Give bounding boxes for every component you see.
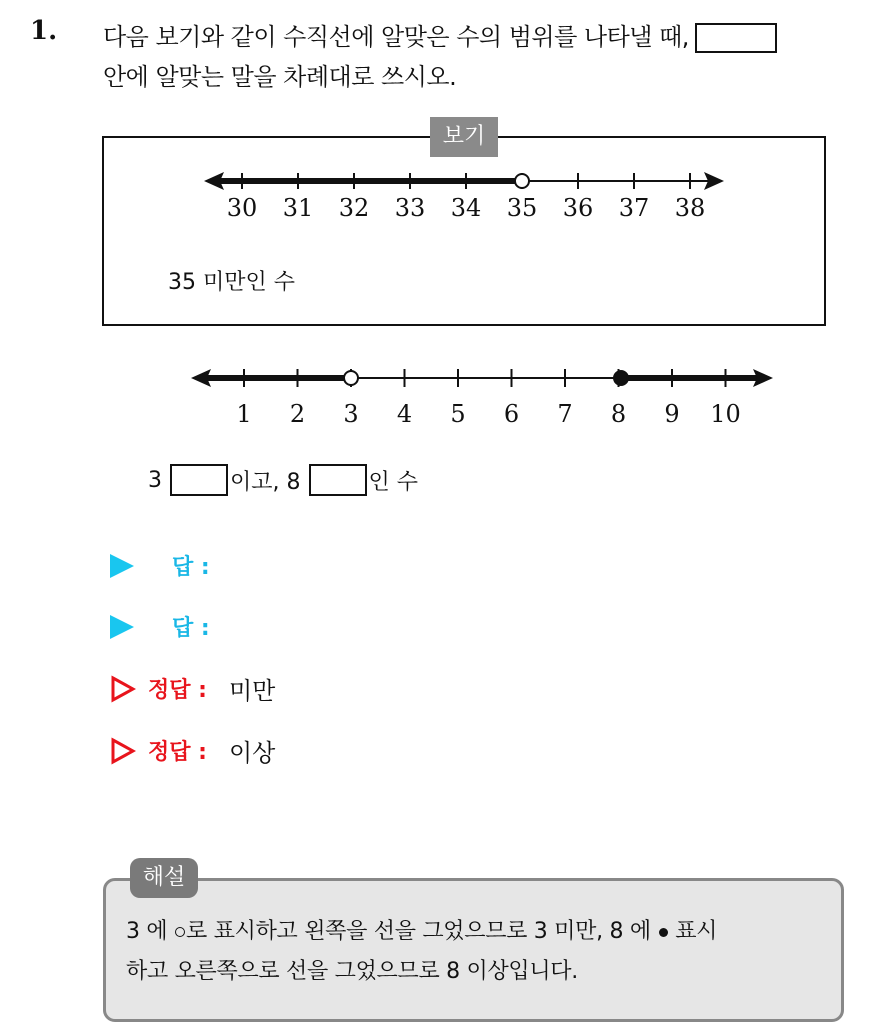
tick-label: 5 [450,400,466,428]
outline-triangle-icon [110,737,136,765]
tick-label: 3 [343,400,359,428]
explanation-tag: 해설 [130,858,198,898]
open-dot-icon [175,927,185,937]
correct-answer-row-2 [110,733,275,768]
correct-answer-value: 이상 [228,739,276,767]
answer-label: 답 : [172,616,210,641]
tick-label: 7 [557,400,573,428]
question-text-line1: 다음 보기와 같이 수직선에 알맞은 수의 범위를 나타낼 때, [103,23,689,51]
open-circle-icon [515,174,529,188]
tick-label: 2 [289,400,306,428]
tick-label: 37 [618,194,650,222]
example-description: 35 미만인 수 [168,270,295,295]
tick-label: 35 [506,194,538,222]
explanation-line1-c: 표시 [675,919,718,944]
tick-label: 34 [450,194,482,222]
filled-dot-icon [659,928,668,937]
problem-number-line [185,355,785,430]
open-circle-icon [344,371,358,385]
tick-label: 36 [562,194,594,222]
correct-answer-label: 정답 : [148,678,207,703]
tick-label: 38 [674,194,706,222]
example-tag: 보기 [430,117,498,157]
question-text-line2: 안에 알맞는 말을 차례대로 쓰시오. [103,63,457,91]
question-number: 1. [30,16,58,46]
question-text [103,17,863,97]
explanation-text [126,912,836,992]
tick-label: 4 [396,400,413,428]
tick-label: 32 [338,194,370,222]
fill-in-sentence [148,464,418,496]
answer-blank-2[interactable] [309,464,367,496]
closed-circle-icon [614,371,628,385]
tick-label: 1 [236,400,252,428]
correct-answer-row-1 [110,671,275,706]
tick-label: 9 [664,400,680,428]
answer-blank-sample [695,23,777,53]
example-number-line [190,160,740,230]
fill-middle: 이고, 8 [230,469,301,495]
outline-triangle-icon [110,675,136,703]
fill-end: 인 수 [368,469,418,495]
tick-label: 31 [282,194,314,222]
play-triangle-icon [110,554,134,578]
tick-label: 6 [503,400,520,428]
fill-number: 3 [148,467,162,493]
answer-row-1[interactable] [110,550,210,581]
tick-label: 33 [394,194,426,222]
correct-answer-label: 정답 : [148,740,207,765]
answer-blank-1[interactable] [170,464,228,496]
tick-label: 10 [710,400,741,428]
explanation-line2: 하고 오른쪽으로 선을 그었으므로 8 이상입니다. [126,959,578,984]
explanation-line1-b: 로 표시하고 왼쪽을 선을 그었으므로 3 미만, 8 에 [186,919,651,944]
tick-label: 30 [226,194,258,222]
explanation-line1-a: 3 에 [126,919,168,944]
tick-label: 8 [610,400,627,428]
play-triangle-icon [110,615,134,639]
correct-answer-value: 미만 [228,677,276,705]
answer-label: 답 : [172,555,210,580]
answer-row-2[interactable] [110,611,210,642]
